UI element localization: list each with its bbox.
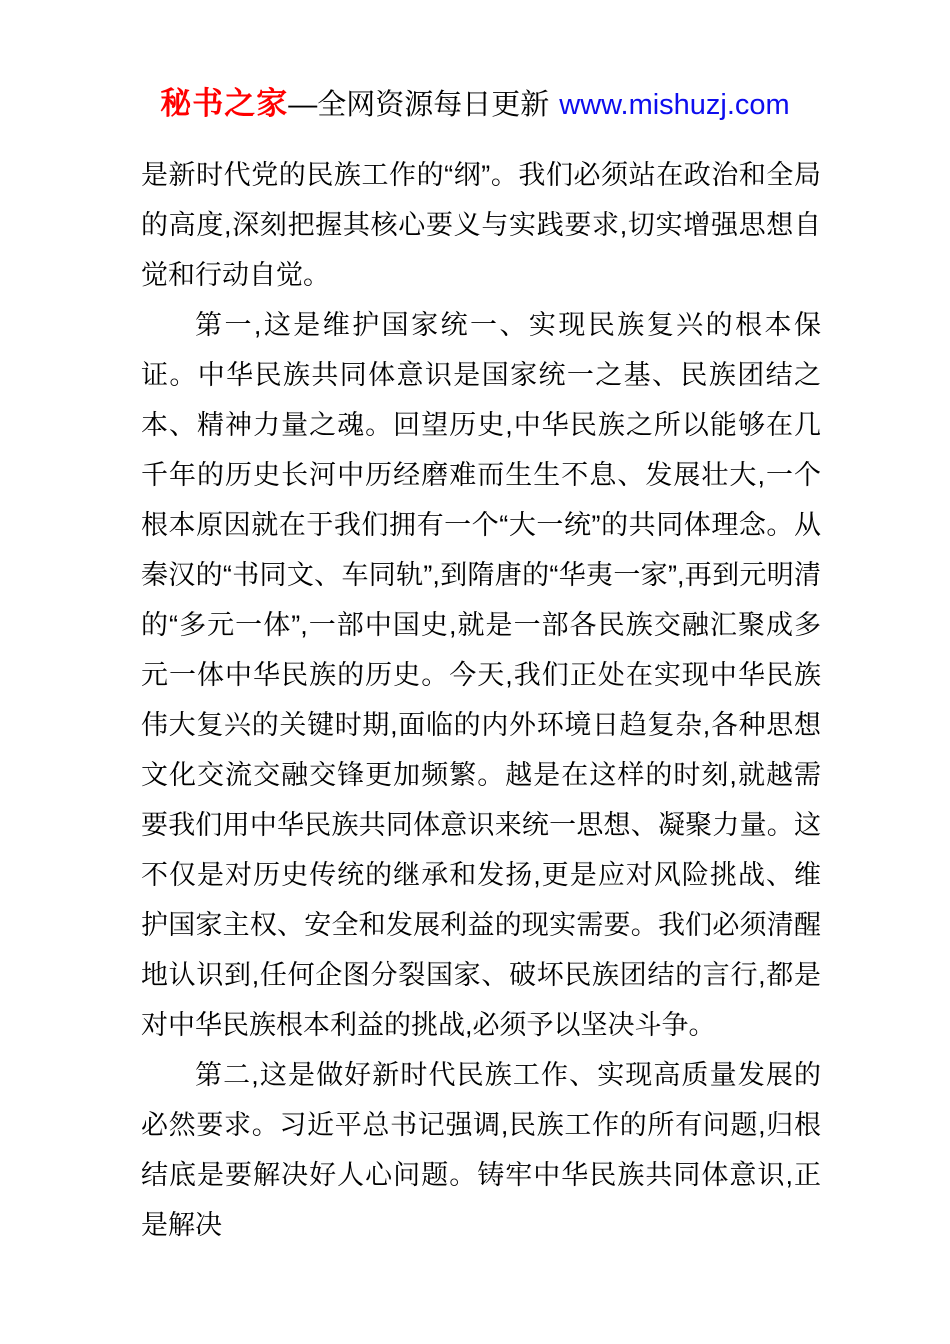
paragraph: 是新时代党的民族工作的“纲”。我们必须站在政治和全局的高度,深刻把握其核心要义与实践要求,切实增强思想自觉和行动自觉。 [141, 160, 821, 290]
header-separator: — [288, 89, 318, 121]
site-name: 秘书之家 [160, 86, 289, 121]
paragraph: 第二,这是做好新时代民族工作、实现高质量发展的必然要求。习近平总书记强调,民族工作的所有问题,归根结底是要解决好人心问题。铸牢中华民族共同体意识,正是解决 [141, 1060, 821, 1240]
paragraph: 第一,这是维护国家统一、实现民族复兴的根本保证。中华民族共同体意识是国家统一之基、民族团结之本、精神力量之魂。回望历史,中华民族之所以能够在几千年的历史长河中历经磨难而生生不息、发展壮大,一个根本原因就在于我们拥有一个“大一统”的共同体理念。从秦汉的“书同文、车同轨”,到隋唐的“华夷一家”,再到元明清的“多元一体”,一部中国史,就是一部各民族交融汇聚成多元一体中华民族的历史。今天,我们正处在实现中华民族伟大复兴的关键时期,面临的内外环境日趋复杂,各种思想文化交流交融交锋更加频繁。越是在这样的时刻,就越需要我们用中华民族共同体意识来统一思想、凝聚力量。这不仅是对历史传统的继承和发扬,更是应对风险挑战、维护国家主权、安全和发展利益的现实需要。我们必须清醒地认识到,任何企图分裂国家、破坏民族团结的言行,都是对中华民族根本利益的挑战,必须予以坚决斗争。 [141, 310, 821, 1040]
site-header [0, 0, 950, 128]
site-url-link[interactable]: www.mishuzj.com [559, 89, 790, 121]
document-body [141, 150, 821, 1250]
header-tagline: 全网资源每日更新 [317, 89, 550, 121]
